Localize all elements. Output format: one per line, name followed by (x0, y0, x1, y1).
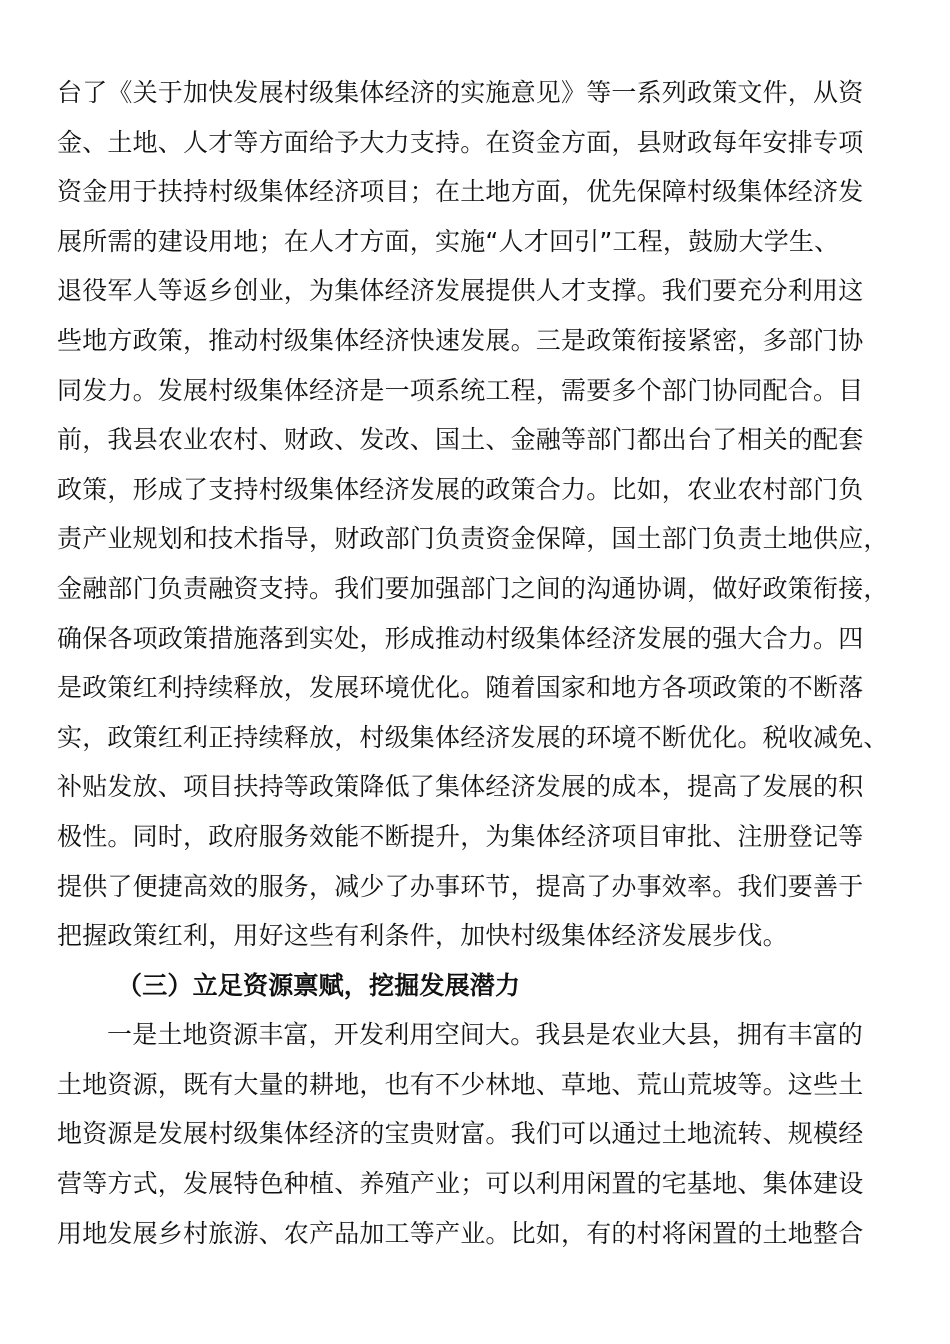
paragraph-line: 补贴发放、项目扶持等政策降低了集体经济发展的成本，提高了发展的积 (57, 772, 864, 802)
paragraph-line: 一是土地资源丰富，开发利用空间大。我县是农业大县，拥有丰富的 (107, 1020, 864, 1050)
paragraph-line: 营等方式，发展特色种植、养殖产业；可以利用闲置的宅基地、集体建设 (57, 1169, 864, 1199)
paragraph-line: 退役军人等返乡创业，为集体经济发展提供人才支撑。我们要充分利用这 (57, 276, 864, 306)
paragraph-line: 土地资源，既有大量的耕地，也有不少林地、草地、荒山荒坡等。这些土 (57, 1069, 864, 1099)
section-heading: （三）立足资源禀赋，挖掘发展潜力 (117, 970, 521, 1000)
paragraph-line: 台了《关于加快发展村级集体经济的实施意见》等一系列政策文件，从资 (57, 78, 864, 107)
paragraph-line: 提供了便捷高效的服务，减少了办事环节，提高了办事效率。我们要善于 (57, 871, 864, 901)
paragraph-line: 极性。同时，政府服务效能不断提升，为集体经济项目审批、注册登记等 (57, 821, 864, 851)
paragraph-line: 金、土地、人才等方面给予大力支持。在资金方面，县财政每年安排专项 (57, 127, 864, 157)
document-body (57, 68, 907, 1258)
paragraph-line: 展所需的建设用地；在人才方面，实施“人才回引”工程，鼓励大学生、 (57, 226, 840, 256)
paragraph-line: 前，我县农业农村、财政、发改、国土、金融等部门都出台了相关的配套 (57, 425, 864, 455)
paragraph-line: 金融部门负责融资支持。我们要加强部门之间的沟通协调，做好政策衔接， (57, 573, 889, 603)
paragraph-line: 地资源是发展村级集体经济的宝贵财富。我们可以通过土地流转、规模经 (57, 1119, 864, 1149)
paragraph-line: 资金用于扶持村级集体经济项目；在土地方面，优先保障村级集体经济发 (57, 177, 864, 207)
paragraph-line: 用地发展乡村旅游、农产品加工等产业。比如，有的村将闲置的土地整合 (57, 1218, 864, 1248)
paragraph-line: 确保各项政策措施落到实处，形成推动村级集体经济发展的强大合力。四 (57, 623, 864, 653)
paragraph-line: 责产业规划和技术指导，财政部门负责资金保障，国土部门负责土地供应， (57, 524, 889, 554)
paragraph-line: 把握政策红利，用好这些有利条件，加快村级集体经济发展步伐。 (57, 921, 788, 951)
paragraph-line: 实，政策红利正持续释放，村级集体经济发展的环境不断优化。税收减免、 (57, 722, 889, 752)
paragraph-line: 政策，形成了支持村级集体经济发展的政策合力。比如，农业农村部门负 (57, 474, 864, 504)
paragraph-line: 是政策红利持续释放，发展环境优化。随着国家和地方各项政策的不断落 (57, 673, 864, 703)
paragraph-line: 同发力。发展村级集体经济是一项系统工程，需要多个部门协同配合。目 (57, 375, 864, 405)
paragraph-line: 些地方政策，推动村级集体经济快速发展。三是政策衔接紧密，多部门协 (57, 325, 864, 355)
